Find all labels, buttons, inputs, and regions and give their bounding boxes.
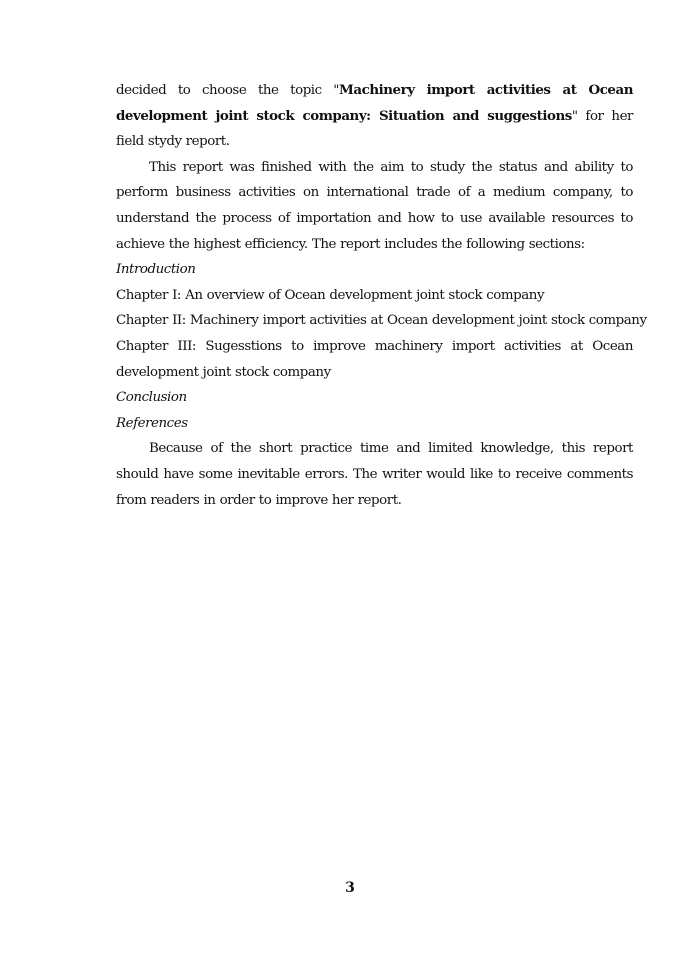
- section-conclusion: Conclusion: [116, 390, 187, 406]
- section-chapter-1: Chapter I: An overview of Ocean development joint stock company: [116, 287, 545, 303]
- section-references: References: [116, 415, 188, 431]
- aim-paragraph: This report was finished with the aim to study the status and ability to perform business activities on international trade of a medium company, to understand the process of importation and how to use available resources to achieve the highest efficiency. The report includes the following sections:: [116, 159, 633, 252]
- page-number: 3: [345, 880, 355, 896]
- document-body: [116, 78, 647, 513]
- intro-paragraph: [116, 78, 633, 155]
- closing-paragraph: Because of the short practice time and limited knowledge, this report should have some inevitable errors. The writer would like to receive comments from readers in order to improve her report.: [116, 441, 633, 508]
- intro-lead-text: decided to choose the topic ": [116, 83, 340, 98]
- intro-tail-text: " for her field stydy report.: [116, 108, 634, 150]
- section-chapter-3: Chapter III: Sugesstions to improve machinery import activities at Ocean development joint stock company: [116, 338, 633, 380]
- report-topic: Machinery import activities at Ocean development joint stock company: Situation and suggestions: [116, 82, 634, 124]
- section-introduction: Introduction: [116, 262, 196, 278]
- section-chapter-2: Chapter II: Machinery import activities at Ocean development joint stock company: [116, 313, 647, 329]
